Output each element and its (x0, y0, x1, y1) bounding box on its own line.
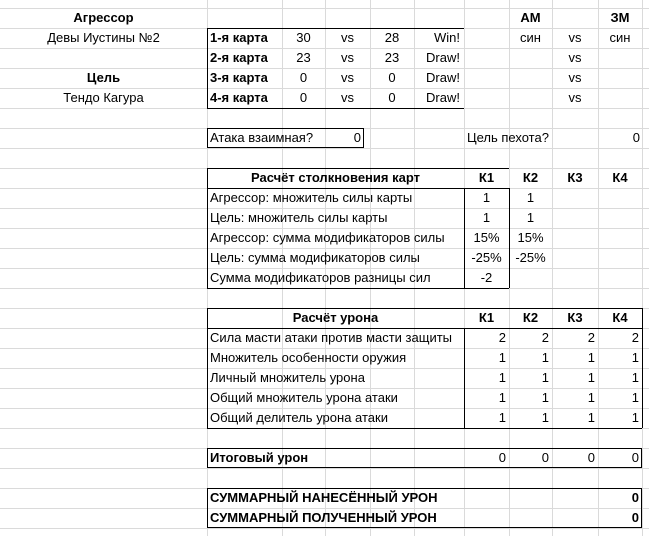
card-target-power[interactable]: 0 (388, 70, 396, 85)
damage-border (642, 308, 643, 428)
damage-row-k4[interactable]: 1 (631, 350, 639, 365)
damage-row-k1[interactable]: 1 (498, 350, 506, 365)
card-vs[interactable]: vs (341, 70, 354, 85)
clash-row-label[interactable]: Агрессор: множитель силы карты (210, 190, 413, 205)
card-label[interactable]: 3-я карта (210, 70, 268, 85)
am-header[interactable]: АМ (520, 10, 541, 25)
card-result[interactable]: Draw! (426, 90, 460, 105)
card-result[interactable]: Draw! (426, 50, 460, 65)
clash-title[interactable]: Расчёт столкновения карт (251, 170, 420, 185)
damage-row-k2[interactable]: 1 (541, 390, 549, 405)
clash-row-k1[interactable]: -25% (471, 250, 502, 265)
total-received-label[interactable]: СУММАРНЫЙ ПОЛУЧЕННЫЙ УРОН (210, 510, 437, 525)
card-aggressor-power[interactable]: 0 (299, 70, 308, 85)
total-damage-k3[interactable]: 0 (587, 450, 595, 465)
damage-row-k1[interactable]: 1 (498, 370, 506, 385)
clash-header-k4[interactable]: К4 (612, 170, 628, 185)
clash-row-label[interactable]: Агрессор: сумма модификаторов силы (210, 230, 445, 245)
vs-cell[interactable]: vs (568, 70, 582, 85)
damage-header-k4[interactable]: К4 (612, 310, 628, 325)
mutual-attack-label[interactable]: Атака взаимная? (210, 130, 314, 145)
damage-row-label[interactable]: Общий множитель урона атаки (210, 390, 398, 405)
clash-row-k1[interactable]: -2 (480, 270, 493, 285)
total-received-value[interactable]: 0 (631, 510, 639, 525)
total-dealt-value[interactable]: 0 (631, 490, 639, 505)
damage-row-k2[interactable]: 1 (541, 350, 549, 365)
damage-row-k2[interactable]: 1 (541, 370, 549, 385)
damage-header-k2[interactable]: К2 (522, 310, 539, 325)
card-vs[interactable]: vs (341, 90, 354, 105)
card-aggressor-power[interactable]: 30 (296, 30, 311, 45)
damage-row-k2[interactable]: 1 (541, 410, 549, 425)
clash-row-k2[interactable]: -25% (515, 250, 546, 265)
vs-cell[interactable]: vs (568, 30, 582, 45)
clash-row-k1[interactable]: 1 (482, 210, 491, 225)
target-name[interactable]: Тендо Кагура (63, 90, 144, 105)
target-label[interactable]: Цель (86, 70, 121, 85)
clash-row-k2[interactable]: 1 (526, 190, 535, 205)
card-target-power[interactable]: 23 (384, 50, 400, 65)
total-damage-k4[interactable]: 0 (631, 450, 639, 465)
damage-border (207, 428, 642, 429)
total-damage-k1[interactable]: 0 (498, 450, 506, 465)
damage-header-k3[interactable]: К3 (567, 310, 583, 325)
infantry-label[interactable]: Цель пехота? (467, 130, 549, 145)
damage-row-k3[interactable]: 2 (587, 330, 595, 345)
damage-row-k3[interactable]: 1 (587, 370, 595, 385)
clash-row-k2[interactable]: 15% (517, 230, 544, 245)
damage-header-k1[interactable]: К1 (478, 310, 495, 325)
damage-row-k4[interactable]: 1 (631, 370, 639, 385)
card-target-power[interactable]: 0 (388, 90, 396, 105)
clash-row-k1[interactable]: 1 (482, 190, 491, 205)
damage-row-k1[interactable]: 1 (498, 410, 506, 425)
damage-title[interactable]: Расчёт урона (292, 310, 379, 325)
card-target-power[interactable]: 28 (384, 30, 400, 45)
damage-row-label[interactable]: Личный множитель урона (210, 370, 365, 385)
damage-row-k4[interactable]: 1 (631, 390, 639, 405)
clash-row-k1[interactable]: 15% (473, 230, 500, 245)
infantry-value[interactable]: 0 (632, 130, 640, 145)
clash-row-k2[interactable]: 1 (526, 210, 535, 225)
clash-row-label[interactable]: Сумма модификаторов разницы сил (210, 270, 431, 285)
damage-row-k4[interactable]: 2 (631, 330, 639, 345)
damage-row-label[interactable]: Сила масти атаки против масти защиты (210, 330, 453, 345)
gridline (0, 528, 649, 529)
vs-cell[interactable]: vs (568, 90, 582, 105)
clash-header-k3[interactable]: К3 (567, 170, 583, 185)
zm-value[interactable]: син (609, 30, 631, 45)
aggressor-label[interactable]: Агрессор (73, 10, 134, 25)
aggressor-name[interactable]: Девы Иустины №2 (47, 30, 160, 45)
clash-header-k2[interactable]: К2 (522, 170, 539, 185)
clash-header-k1[interactable]: К1 (478, 170, 495, 185)
damage-row-k3[interactable]: 1 (587, 410, 595, 425)
damage-row-k3[interactable]: 1 (587, 390, 595, 405)
card-result[interactable]: Draw! (426, 70, 460, 85)
card-vs[interactable]: vs (341, 30, 354, 45)
gridline (0, 148, 649, 149)
clash-row-label[interactable]: Цель: множитель силы карты (210, 210, 388, 225)
damage-row-k4[interactable]: 1 (631, 410, 639, 425)
clash-row-label[interactable]: Цель: сумма модификаторов силы (210, 250, 420, 265)
card-label[interactable]: 1-я карта (210, 30, 268, 45)
cards-block-border (207, 108, 464, 109)
total-damage-label[interactable]: Итоговый урон (210, 450, 309, 465)
mutual-attack-value[interactable]: 0 (353, 130, 361, 145)
total-damage-k2[interactable]: 0 (541, 450, 549, 465)
damage-row-k2[interactable]: 2 (541, 330, 549, 345)
card-result[interactable]: Win! (434, 30, 460, 45)
damage-row-label[interactable]: Общий делитель урона атаки (210, 410, 388, 425)
card-vs[interactable]: vs (341, 50, 354, 65)
card-aggressor-power[interactable]: 0 (299, 90, 308, 105)
vs-cell[interactable]: vs (568, 50, 582, 65)
damage-row-k1[interactable]: 2 (498, 330, 506, 345)
am-value[interactable]: син (520, 30, 541, 45)
card-label[interactable]: 2-я карта (210, 50, 268, 65)
damage-row-k1[interactable]: 1 (498, 390, 506, 405)
zm-header[interactable]: ЗМ (610, 10, 630, 25)
damage-row-label[interactable]: Множитель особенности оружия (210, 350, 407, 365)
damage-row-k3[interactable]: 1 (587, 350, 595, 365)
card-aggressor-power[interactable]: 23 (296, 50, 311, 65)
gridline (0, 468, 649, 469)
total-dealt-label[interactable]: СУММАРНЫЙ НАНЕСЁННЫЙ УРОН (210, 490, 438, 505)
clash-border (207, 288, 509, 289)
card-label[interactable]: 4-я карта (210, 90, 268, 105)
